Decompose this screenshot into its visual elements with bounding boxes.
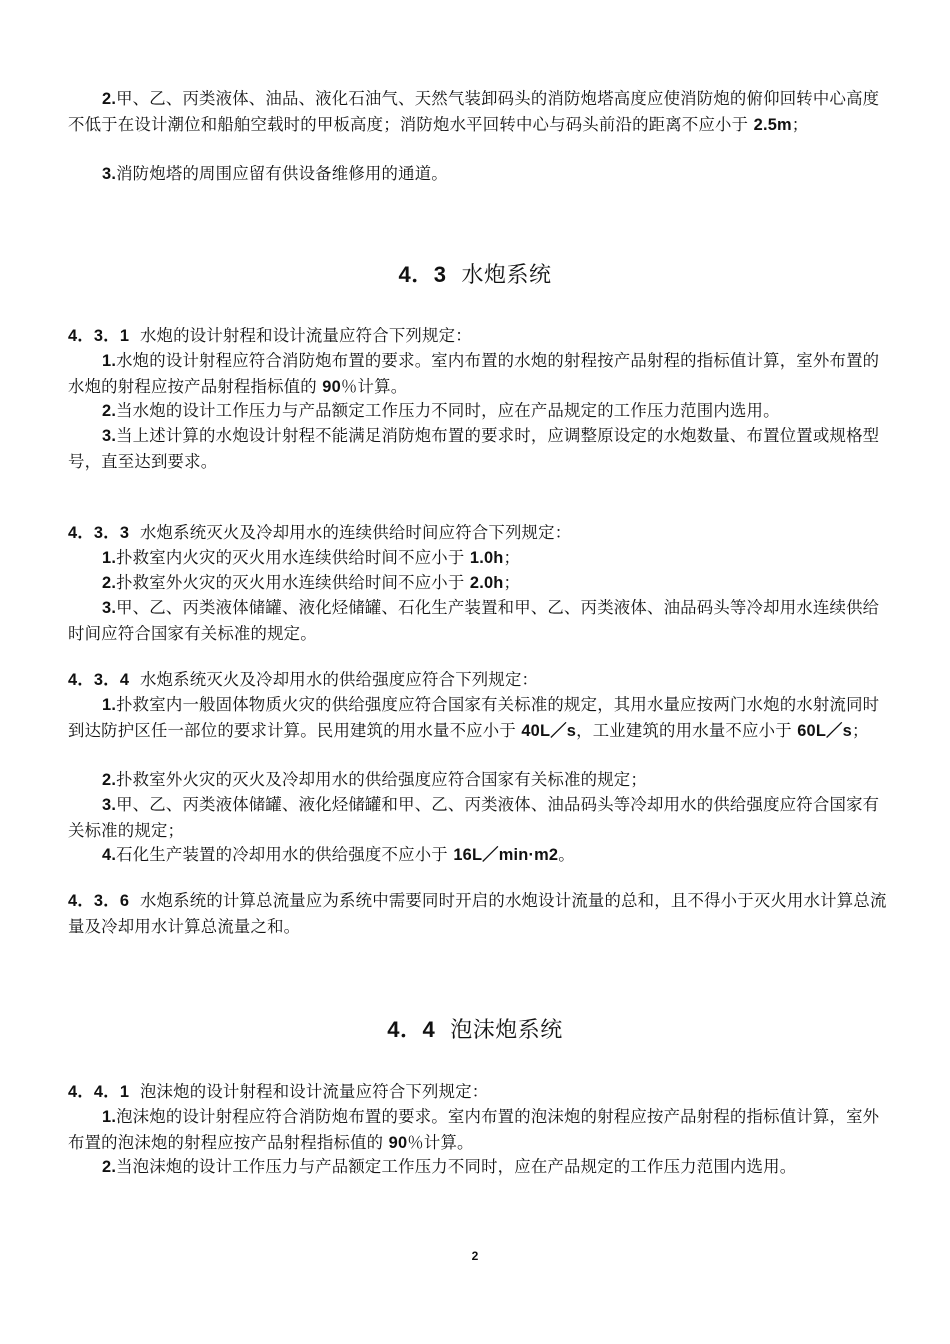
item-text: 扑救室外火灾的灭火用水连续供给时间不应小于 <box>116 573 470 592</box>
item-punct: ； <box>503 573 521 592</box>
item-text: 石化生产装置的冷却用水的供给强度不应小于 <box>116 845 454 864</box>
item-text: 甲、乙、丙类液体储罐、液化烃储罐和甲、乙、丙类液体、油品码头等冷却用水的供给强度应符合国家有关标准的规定； <box>68 795 880 840</box>
item-number: 2. <box>102 1158 117 1176</box>
clause-text: 泡沫炮的设计射程和设计流量应符合下列规定： <box>139 1082 489 1101</box>
top-item-2 <box>68 86 888 138</box>
item-text: 扑救室内一般固体物质火灾的供给强度应符合国家有关标准的规定，其用水量应按两门水炮的水射流同时到达防护区任一部位的要求计算。民用建筑的用水量不应小于 <box>68 695 880 740</box>
item-value: 90 <box>388 1134 408 1152</box>
clause-text: 水炮系统灭火及冷却用水的供给强度应符合下列规定： <box>139 670 539 689</box>
section-title: 水炮系统 <box>461 263 552 288</box>
clause-4-4-1 <box>68 1079 888 1105</box>
item-value: 60L／s <box>797 722 852 740</box>
item-number: 3. <box>102 796 117 814</box>
clause-number: 4．3．4 <box>68 671 130 689</box>
item-punct: ； <box>851 721 869 740</box>
item-text: 泡沫炮的设计射程应符合消防炮布置的要求。室内布置的泡沫炮的射程应按产品射程的指标值计算，室外布置的泡沫炮的射程应按产品射程指标值的 <box>68 1107 880 1152</box>
item-punct: 。 <box>558 845 575 864</box>
item-number: 1. <box>102 549 117 567</box>
item-text: 甲、乙、丙类液体储罐、液化烃储罐、石化生产装置和甲、乙、丙类液体、油品码头等冷却用水连续供给时间应符合国家有关标准的规定。 <box>68 598 880 643</box>
item-text: 消防炮塔的周围应留有供设备维修用的通道。 <box>116 164 448 183</box>
clause-4-3-4-item-3 <box>68 792 888 843</box>
item-value: 2.5m <box>753 116 792 134</box>
clause-4-3-3-item-1 <box>68 545 888 571</box>
clause-4-3-1-item-3 <box>68 423 888 474</box>
clause-number: 4．3．3 <box>68 524 130 542</box>
item-text: 当水炮的设计工作压力与产品额定工作压力不同时，应在产品规定的工作压力范围内选用。 <box>116 401 780 420</box>
clause-4-4-1-item-2 <box>68 1154 888 1180</box>
item-value: 2.0h <box>469 574 504 592</box>
item-number: 2. <box>102 574 117 592</box>
item-number: 1. <box>102 1108 117 1126</box>
item-number: 3. <box>102 165 117 183</box>
item-text: 扑救室内火灾的灭火用水连续供给时间不应小于 <box>116 548 470 567</box>
clause-number: 4．3．6 <box>68 892 130 910</box>
item-value: 16L／min·m2 <box>453 846 559 864</box>
item-punct: ； <box>503 548 521 567</box>
item-number: 2. <box>102 90 117 108</box>
clause-4-3-3-item-3 <box>68 595 888 646</box>
item-number: 4. <box>102 846 117 864</box>
item-text: 水炮的设计射程应符合消防炮布置的要求。室内布置的水炮的射程按产品射程的指标值计算，室外布置的水炮的射程应按产品射程指标值的 <box>68 351 880 396</box>
item-number: 3. <box>102 427 117 445</box>
item-text: 当上述计算的水炮设计射程不能满足消防炮布置的要求时，应调整原设定的水炮数量、布置位置或规格型号，直至达到要求。 <box>68 426 880 471</box>
section-heading-4-3 <box>0 258 950 289</box>
section-number: 4．4 <box>387 1017 436 1042</box>
item-value: 1.0h <box>469 549 504 567</box>
item-punct: ； <box>791 115 809 134</box>
item-value: 40L／s <box>521 722 577 740</box>
clause-4-3-1-item-2 <box>68 398 888 424</box>
clause-text: 水炮系统灭火及冷却用水的连续供给时间应符合下列规定： <box>139 523 572 542</box>
clause-number: 4．4．1 <box>68 1083 130 1101</box>
clause-4-3-1 <box>68 323 888 349</box>
section-heading-4-4 <box>0 1013 950 1044</box>
clause-4-3-4-item-4 <box>68 842 888 868</box>
item-text: 甲、乙、丙类液体、油品、液化石油气、天然气装卸码头的消防炮塔高度应使消防炮的俯仰回转中心高度不低于在设计潮位和船舶空载时的甲板高度；消防炮水平回转中心与码头前沿的距离不应小于 <box>68 89 880 134</box>
section-number: 4．3 <box>398 262 447 287</box>
clause-4-3-3-item-2 <box>68 570 888 596</box>
clause-number: 4．3．1 <box>68 327 130 345</box>
item-text: 当泡沫炮的设计工作压力与产品额定工作压力不同时，应在产品规定的工作压力范围内选用。 <box>116 1157 797 1176</box>
section-title: 泡沫炮系统 <box>450 1018 563 1043</box>
item-number: 3. <box>102 599 117 617</box>
clause-4-3-6 <box>68 888 888 939</box>
clause-4-3-3 <box>68 520 888 546</box>
top-item-3 <box>68 161 888 187</box>
item-text: 扑救室外火灾的灭火及冷却用水的供给强度应符合国家有关标准的规定； <box>116 770 647 789</box>
clause-4-3-4-item-1 <box>68 692 888 744</box>
clause-4-3-4-item-2 <box>68 767 888 793</box>
item-number: 2. <box>102 771 117 789</box>
item-value: 90 <box>322 378 341 396</box>
clause-text: 水炮的设计射程和设计流量应符合下列规定： <box>139 326 472 345</box>
clause-text: 水炮系统的计算总流量应为系统中需要同时开启的水炮设计流量的总和，且不得小于灭火用水计算总流量及冷却用水计算总流量之和。 <box>68 891 887 936</box>
item-number: 1. <box>102 696 117 714</box>
item-number: 1. <box>102 352 117 370</box>
clause-4-3-4 <box>68 667 888 693</box>
clause-4-4-1-item-1 <box>68 1104 888 1156</box>
page-number: 2 <box>471 1249 479 1263</box>
item-number: 2. <box>102 402 117 420</box>
item-punct: ％计算。 <box>407 1133 474 1152</box>
item-text: ，工业建筑的用水量不应小于 <box>576 721 798 740</box>
clause-4-3-1-item-1 <box>68 348 888 400</box>
item-punct: ％计算。 <box>340 377 408 396</box>
